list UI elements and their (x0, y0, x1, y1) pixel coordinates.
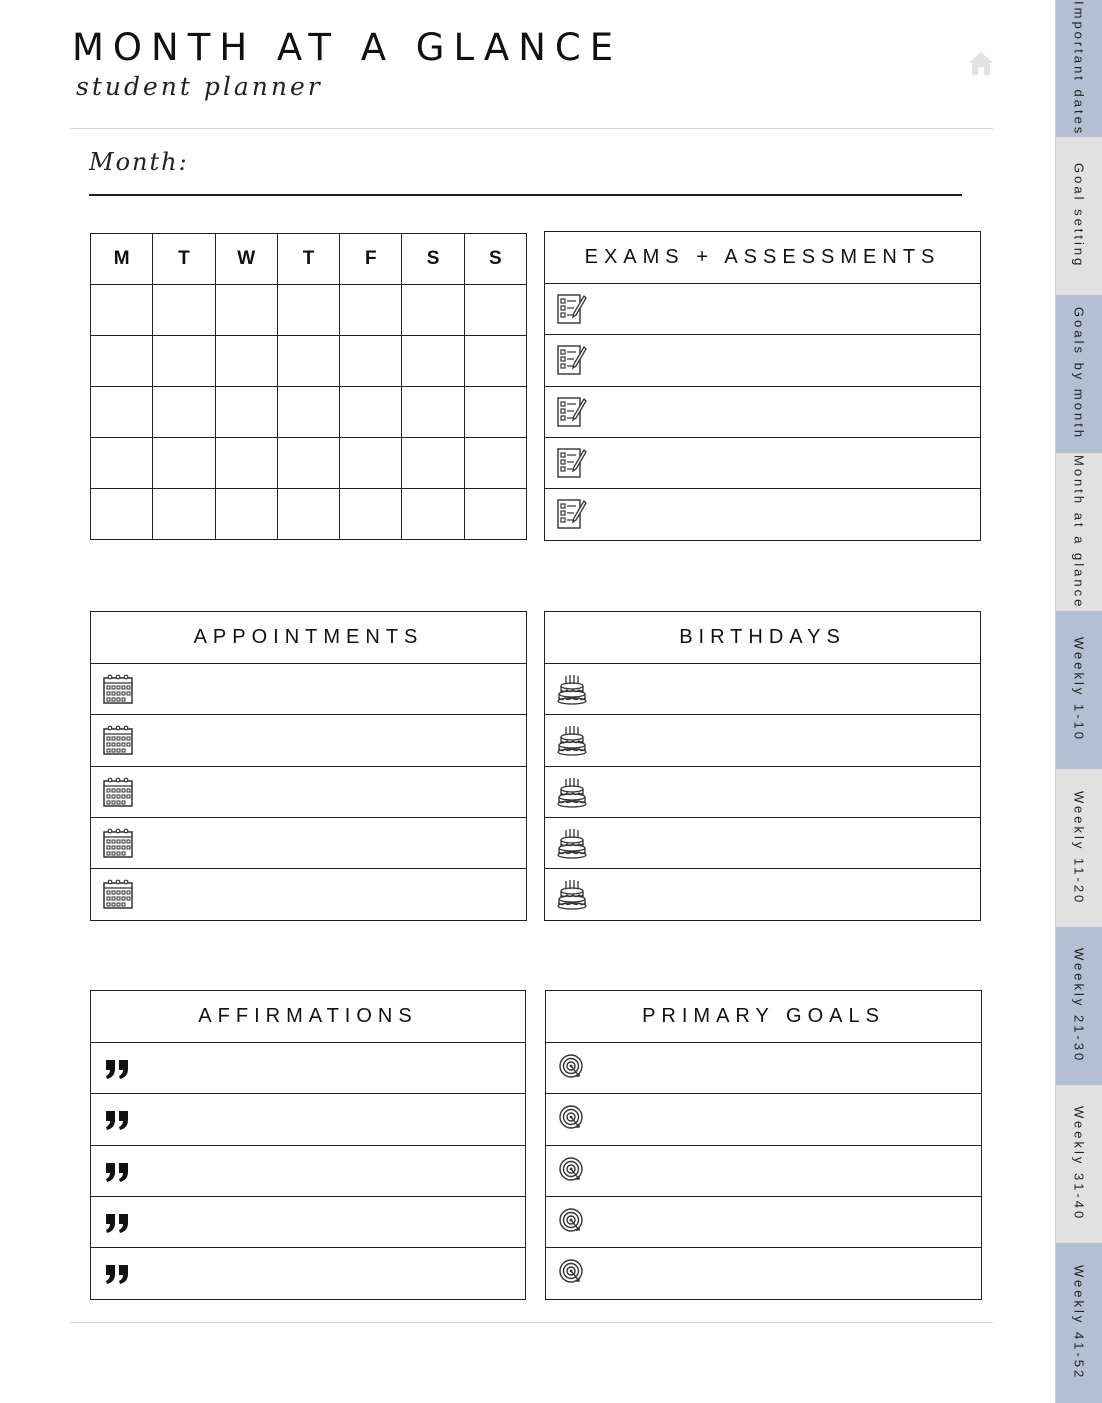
tab-goal-setting[interactable] (1055, 137, 1102, 295)
calendar-day-cell[interactable] (340, 387, 402, 438)
tab-label: Important dates (1071, 0, 1087, 137)
tab-label: Weekly 1-10 (1071, 637, 1087, 743)
calendar-week-row (91, 387, 527, 438)
calendar-day-cell[interactable] (402, 336, 464, 387)
checklist-pencil-icon (556, 396, 588, 428)
appointment-row[interactable] (91, 818, 526, 869)
tab-goals-by-month[interactable] (1055, 295, 1102, 453)
month-input-line[interactable] (89, 194, 962, 196)
tab-label: Weekly 21-30 (1071, 948, 1087, 1064)
home-icon[interactable] (966, 48, 996, 78)
day-header-thu: T (277, 234, 339, 285)
goal-row[interactable] (546, 1146, 981, 1197)
calendar-icon (102, 827, 134, 859)
calendar-day-cell[interactable] (91, 489, 153, 540)
calendar-icon (102, 724, 134, 756)
tab-label: Weekly 11-20 (1071, 790, 1087, 906)
calendar-day-cell[interactable] (91, 336, 153, 387)
tab-important-dates[interactable] (1055, 0, 1102, 137)
calendar-day-cell[interactable] (277, 438, 339, 489)
tab-month-at-a-glance[interactable] (1055, 453, 1102, 611)
calendar-day-cell[interactable] (340, 336, 402, 387)
calendar-day-cell[interactable] (277, 336, 339, 387)
calendar-day-cell[interactable] (153, 438, 215, 489)
top-divider (70, 128, 993, 129)
quote-icon (102, 1257, 134, 1289)
day-header-sat: S (402, 234, 464, 285)
primary-goals-title: PRIMARY GOALS (546, 991, 981, 1043)
tab-label: Weekly 31-40 (1071, 1106, 1087, 1222)
goal-row[interactable] (546, 1248, 981, 1299)
primary-goals-section (545, 990, 982, 1300)
birthday-cake-icon (556, 724, 588, 756)
quote-icon (102, 1103, 134, 1135)
affirmation-row[interactable] (91, 1043, 525, 1094)
calendar-icon (102, 776, 134, 808)
calendar-day-cell[interactable] (402, 438, 464, 489)
target-icon (557, 1052, 589, 1084)
checklist-pencil-icon (556, 293, 588, 325)
calendar-day-cell[interactable] (464, 336, 526, 387)
birthday-cake-icon (556, 776, 588, 808)
tab-label: Goal setting (1071, 163, 1087, 269)
calendar-week-row (91, 285, 527, 336)
calendar-day-cell[interactable] (277, 489, 339, 540)
day-header-sun: S (464, 234, 526, 285)
calendar-day-cell[interactable] (340, 438, 402, 489)
goal-row[interactable] (546, 1043, 981, 1094)
appointment-row[interactable] (91, 869, 526, 920)
calendar-day-cell[interactable] (464, 285, 526, 336)
birthday-cake-icon (556, 673, 588, 705)
calendar-day-cell[interactable] (215, 387, 277, 438)
tab-label: Month at a glance (1071, 454, 1087, 610)
goal-row[interactable] (546, 1094, 981, 1145)
calendar-day-cell[interactable] (402, 387, 464, 438)
exam-row[interactable] (545, 387, 980, 438)
target-icon (557, 1257, 589, 1289)
exam-row[interactable] (545, 284, 980, 335)
quote-icon (102, 1155, 134, 1187)
tab-weekly-31-40[interactable] (1055, 1085, 1102, 1243)
checklist-pencil-icon (556, 498, 588, 530)
birthdays-section (544, 611, 981, 921)
quote-icon (102, 1206, 134, 1238)
birthday-row[interactable] (545, 869, 980, 920)
birthday-cake-icon (556, 827, 588, 859)
calendar-day-cell[interactable] (91, 387, 153, 438)
appointments-title: APPOINTMENTS (91, 612, 526, 664)
tab-weekly-41-52[interactable] (1055, 1243, 1102, 1403)
exam-row[interactable] (545, 335, 980, 386)
calendar-day-cell[interactable] (402, 489, 464, 540)
calendar-day-cell[interactable] (153, 336, 215, 387)
birthday-row[interactable] (545, 767, 980, 818)
day-header-mon: M (91, 234, 153, 285)
target-icon (557, 1206, 589, 1238)
day-header-tue: T (153, 234, 215, 285)
calendar-day-cell[interactable] (91, 285, 153, 336)
checklist-pencil-icon (556, 447, 588, 479)
target-icon (557, 1155, 589, 1187)
calendar-day-cell[interactable] (277, 387, 339, 438)
month-label: Month: (89, 148, 189, 176)
birthdays-title: BIRTHDAYS (545, 612, 980, 664)
affirmation-row[interactable] (91, 1248, 525, 1299)
calendar-day-cell[interactable] (215, 438, 277, 489)
appointment-row[interactable] (91, 664, 526, 715)
calendar-day-cell[interactable] (91, 438, 153, 489)
birthday-row[interactable] (545, 818, 980, 869)
calendar-day-cell[interactable] (464, 438, 526, 489)
day-header-wed: W (215, 234, 277, 285)
calendar-day-cell[interactable] (277, 285, 339, 336)
goal-row[interactable] (546, 1197, 981, 1248)
tab-weekly-1-10[interactable] (1055, 611, 1102, 769)
calendar-week-row (91, 336, 527, 387)
bottom-divider (70, 1322, 993, 1323)
tab-label: Weekly 41-52 (1071, 1265, 1087, 1381)
affirmation-row[interactable] (91, 1094, 525, 1145)
calendar-week-row (91, 489, 527, 540)
exam-row[interactable] (545, 489, 980, 540)
tab-label: Goals by month (1071, 307, 1087, 441)
calendar-day-cell[interactable] (464, 387, 526, 438)
month-calendar-grid (90, 233, 527, 540)
side-tab-bar (1055, 0, 1102, 1403)
appointments-section (90, 611, 527, 921)
affirmations-section (90, 990, 526, 1300)
calendar-day-cell[interactable] (153, 285, 215, 336)
calendar-day-cell[interactable] (340, 489, 402, 540)
checklist-pencil-icon (556, 344, 588, 376)
calendar-week-row (91, 438, 527, 489)
calendar-day-cell[interactable] (464, 489, 526, 540)
quote-icon (102, 1052, 134, 1084)
calendar-day-cell[interactable] (215, 285, 277, 336)
birthday-row[interactable] (545, 715, 980, 766)
appointment-row[interactable] (91, 767, 526, 818)
target-icon (557, 1103, 589, 1135)
exam-row[interactable] (545, 438, 980, 489)
calendar-icon (102, 673, 134, 705)
page-title: MONTH AT A GLANCE (72, 26, 623, 69)
exams-title: EXAMS + ASSESSMENTS (545, 232, 980, 284)
affirmation-row[interactable] (91, 1197, 525, 1248)
affirmations-title: AFFIRMATIONS (91, 991, 525, 1043)
tab-weekly-11-20[interactable] (1055, 769, 1102, 927)
calendar-day-cell[interactable] (153, 387, 215, 438)
appointment-row[interactable] (91, 715, 526, 766)
calendar-day-cell[interactable] (215, 489, 277, 540)
birthday-row[interactable] (545, 664, 980, 715)
exams-section (544, 231, 981, 541)
tab-weekly-21-30[interactable] (1055, 927, 1102, 1085)
birthday-cake-icon (556, 878, 588, 910)
page-subtitle: student planner (76, 72, 323, 101)
calendar-day-cell[interactable] (402, 285, 464, 336)
calendar-icon (102, 878, 134, 910)
day-header-fri: F (340, 234, 402, 285)
calendar-day-cell[interactable] (340, 285, 402, 336)
affirmation-row[interactable] (91, 1146, 525, 1197)
calendar-day-cell[interactable] (153, 489, 215, 540)
calendar-day-cell[interactable] (215, 336, 277, 387)
